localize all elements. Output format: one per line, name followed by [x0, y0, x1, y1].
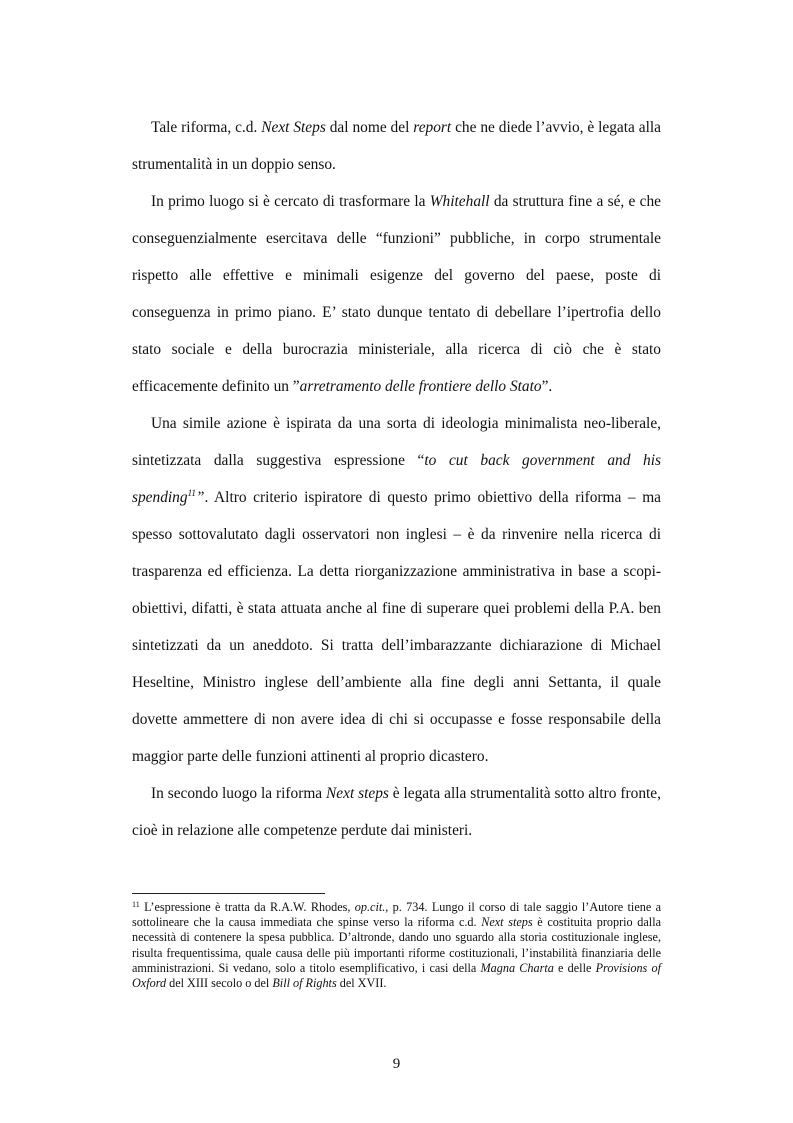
body-text: [132, 109, 661, 849]
text-run: ”.: [541, 378, 553, 395]
italic-term: ”: [195, 489, 205, 506]
italic-term: Next steps: [481, 915, 533, 930]
text-run: del XVII.: [336, 976, 387, 991]
italic-term: Next Steps: [261, 119, 326, 136]
italic-term: Bill of Rights: [272, 976, 337, 991]
page-number: 9: [392, 1056, 401, 1072]
italic-term: op.cit.: [354, 900, 386, 914]
italic-term: Whitehall: [429, 193, 490, 210]
italic-term: Provisions of Oxford: [132, 960, 661, 991]
text-run: . Altro criterio ispiratore di questo primo obiettivo della riforma – ma spesso sottovalutato dagli osservatori non inglesi – è da rinvenire nella ricerca di trasparenza ed efficienza. La detta riorganizzazione amministrativa in base a scopi-obiettivi, difatti, è stata attuata anche al fine di superare quei problemi della P.A. ben sintetizzati da un aneddoto. Si tratta dell’imbarazzante dichiarazione di Michael Heseltine, Ministro inglese dell’ambiente alla fine degli anni Settanta, il quale dovette ammettere di non avere idea di chi si occupasse e fosse responsabile della maggior parte delle funzioni attinenti al proprio dicastero.: [132, 489, 661, 765]
text-run: che ne diede l’avvio, è legata alla strumentalità in un doppio senso.: [132, 119, 661, 173]
text-run: e delle: [553, 960, 596, 975]
text-run: In primo luogo si è cercato di trasformare la: [151, 193, 430, 210]
paragraph-4: [132, 775, 661, 849]
text-run: L’espressione è tratta da R.A.W. Rhodes,: [139, 900, 355, 914]
italic-term: report: [413, 119, 452, 136]
text-run: In secondo luogo la riforma: [151, 785, 327, 802]
paragraph-1: [132, 109, 661, 183]
paragraph-2: [132, 183, 661, 405]
text-run: Una simile azione è ispirata da una sorta di ideologia minimalista neo-liberale, sintetizzata dalla suggestiva espressione “: [132, 415, 661, 469]
text-run: Tale riforma, c.d.: [151, 119, 262, 136]
text-run: del XIII secolo o del: [166, 976, 273, 991]
italic-term: Next steps: [326, 785, 389, 802]
paragraph-3: [132, 405, 661, 775]
italic-term: arretramento delle frontiere dello Stato: [299, 378, 542, 395]
italic-term: Magna Charta: [480, 960, 554, 975]
text-run: dal nome del: [325, 119, 414, 136]
text-run: , p. 734. Lungo il corso di tale saggio l’Autore tiene a sottolineare che la causa immediata che spinse verso la riforma c.d.: [132, 900, 661, 930]
text-run: da struttura fine a sé, e che conseguenzialmente esercitava delle “funzioni” pubbliche, in corpo strumentale rispetto alle effettive e minimali esigenze del governo del paese, poste di conseguenza in primo piano. E’ stato dunque tentato di debellare l’ipertrofia dello stato sociale e della burocrazia ministeriale, alla ricerca di ciò che è stato efficacemente definito un ”: [132, 193, 661, 395]
footnote-reference[interactable]: 11: [187, 488, 196, 498]
italic-quote: to cut back government and his spending: [132, 452, 661, 506]
footnote-separator: [132, 893, 325, 894]
footnote-number: 11: [132, 900, 140, 909]
text-run: è legata alla strumentalità sotto altro fronte, cioè in relazione alle competenze perdute dai ministeri.: [132, 785, 661, 839]
footnote: [132, 900, 661, 991]
text-run: è costituita proprio dalla necessità di contenere la spesa pubblica. D’altronde, dando uno sguardo alla storia costituzionale inglese, risulta frequentissima, quale causa delle più importanti riforme costituzionali, l’instabilità finanziaria delle amministrazioni. Si vedano, solo a titolo esemplificativo, i casi della: [132, 915, 661, 975]
